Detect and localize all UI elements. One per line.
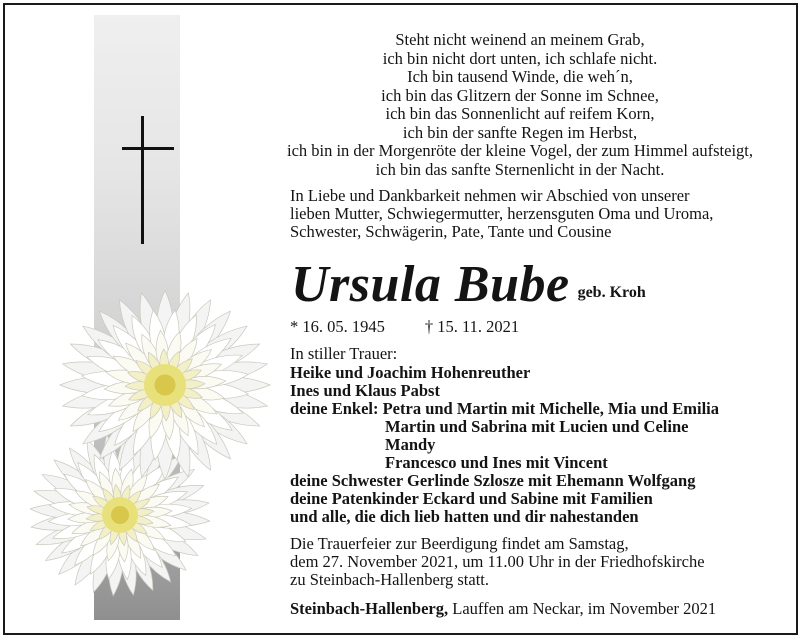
mourner-line: Heike und Joachim Hohenreuther [290,363,531,382]
poem-line: ich bin in der Morgenröte der kleine Vogel, der zum Himmel aufsteigt, [286,141,753,160]
birth-date: * 16. 05. 1945 [290,317,385,336]
poem-line: Ich bin tausend Winde, die weh´n, [407,67,633,86]
poem-line: ich bin das Glitzern der Sonne im Schnee, [381,85,659,105]
funeral-line: zu Steinbach-Hallenberg statt. [290,570,490,589]
poem-line: ich bin das Sonnenlicht auf reifem Korn, [385,104,655,123]
obituary-card [3,3,798,635]
intro-line: lieben Mutter, Schwiegermutter, herzensguten Oma und Uroma, [290,204,714,223]
funeral-info [290,535,705,589]
mourner-line: Mandy [385,435,436,454]
deceased-name-block [291,255,646,314]
mourners-list [290,364,719,526]
poem-line: ich bin der sanfte Regen im Herbst, [402,122,638,142]
place-date [290,600,716,618]
poem-line: ich bin nicht dort unten, ich schlafe nicht. [382,48,658,68]
place-rest: Lauffen am Neckar, im November 2021 [448,599,717,618]
life-dates [290,318,519,336]
poem-line: Steht nicht weinend an meinem Grab, [395,30,645,49]
deceased-name: Ursula Bube [291,256,570,313]
death-date: † 15. 11. 2021 [424,317,520,336]
funeral-line: Die Trauerfeier zur Beerdigung findet am Samstag, [290,534,629,553]
cross-icon [141,116,144,244]
mourner-line: deine Schwester Gerlinde Szlosze mit Ehemann Wolfgang [290,471,696,490]
mourner-line: Martin und Sabrina mit Lucien und Celine [385,417,689,436]
intro-line: Schwester, Schwägerin, Pate, Tante und Cousine [290,222,612,241]
place-name: Steinbach-Hallenberg, [290,599,449,618]
poem-line: ich bin das sanfte Sternenlicht in der Nacht. [375,159,665,179]
intro-line: In Liebe und Dankbarkeit nehmen wir Abschied von unserer [290,186,690,205]
intro-text [290,187,713,241]
dahlia-flowers-image [25,285,275,615]
maiden-name: geb. Kroh [577,284,646,301]
funeral-line: dem 27. November 2021, um 11.00 Uhr in der Friedhofskirche [290,552,705,571]
poem [277,31,763,179]
mourner-line: Ines und Klaus Pabst [290,381,440,400]
mourner-line: Francesco und Ines mit Vincent [385,453,608,472]
cross-icon-bar [122,147,174,150]
mourner-line: deine Enkel: Petra und Martin mit Michelle, Mia und Emilia [290,399,719,418]
mourner-line: deine Patenkinder Eckard und Sabine mit Familien [290,489,653,508]
mourners-heading: In stiller Trauer: [290,344,398,363]
mourner-line: und alle, die dich lieb hatten und dir nahestanden [290,507,639,526]
